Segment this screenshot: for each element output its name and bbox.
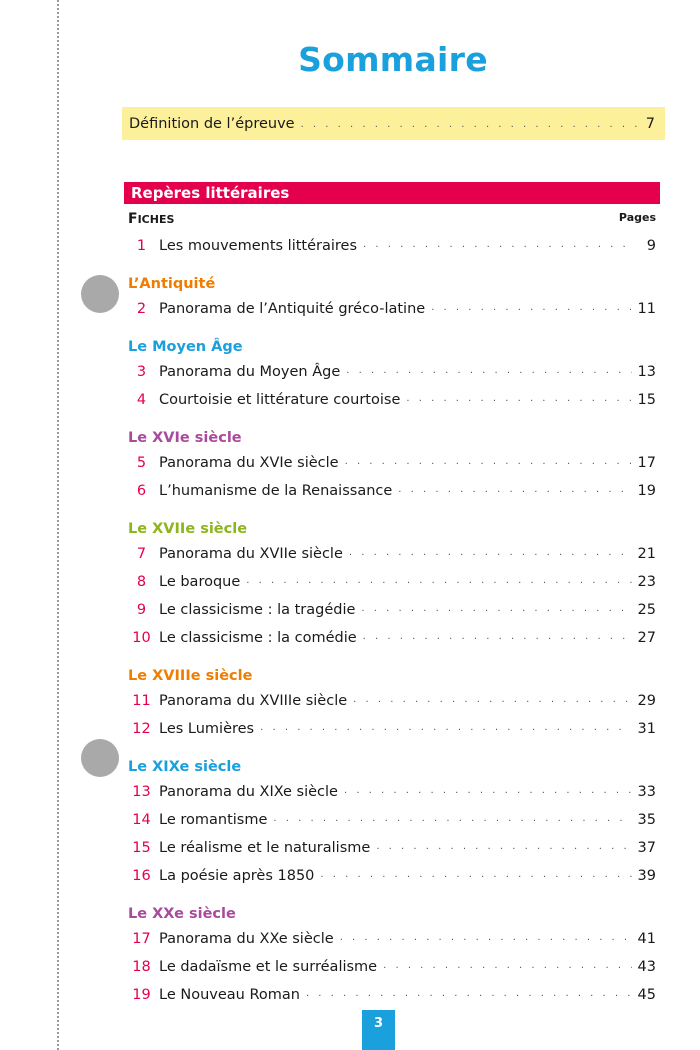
page-title: Sommaire [298, 40, 488, 79]
entry-label: Les mouvements littéraires [159, 238, 358, 254]
dot-leader [363, 631, 632, 652]
entry-label: Panorama du XVIIe siècle [159, 546, 343, 562]
entry-number: 4 [136, 392, 147, 408]
toc-entry[interactable] [124, 540, 656, 568]
toc-entry[interactable] [124, 778, 656, 806]
fiches-label: FICHES [128, 211, 175, 227]
entry-label: Le romantisme [159, 812, 268, 828]
entry-number: 12 [132, 721, 151, 737]
entry-number: 10 [132, 630, 151, 646]
definition-page: 7 [645, 115, 655, 132]
toc-list [124, 232, 656, 1009]
entry-label: Le Nouveau Roman [159, 987, 300, 1003]
dot-leader [260, 722, 631, 743]
entry-number: 15 [132, 840, 151, 856]
entry-page: 31 [637, 721, 656, 737]
dot-leader [301, 119, 640, 140]
toc-entry[interactable] [124, 295, 656, 323]
section-header: Repères littéraires [124, 182, 660, 204]
entry-label: Le réalisme et le naturalisme [159, 840, 371, 856]
entry-page: 43 [637, 959, 656, 975]
group-heading: L’Antiquité [128, 276, 216, 292]
entry-label: Les Lumières [159, 721, 255, 737]
entry-label: Panorama du Moyen Âge [159, 364, 341, 380]
entry-page: 13 [637, 364, 656, 380]
entry-label: Courtoisie et littérature courtoise [159, 392, 401, 408]
toc-entry[interactable] [124, 386, 656, 414]
entry-page: 33 [637, 784, 656, 800]
entry-label: Le dadaïsme et le surréalisme [159, 959, 378, 975]
entry-label: Le classicisme : la tragédie [159, 602, 356, 618]
entry-label: Le baroque [159, 574, 241, 590]
dot-leader [345, 456, 632, 477]
entry-label: Le classicisme : la comédie [159, 630, 357, 646]
toc-entry[interactable] [124, 358, 656, 386]
dot-leader [320, 869, 631, 890]
entry-page: 41 [637, 931, 656, 947]
dot-leader [406, 393, 631, 414]
column-headers [128, 211, 656, 227]
toc-entry[interactable] [124, 981, 656, 1009]
entry-label: Panorama de l’Antiquité gréco-latine [159, 301, 426, 317]
entry-number: 11 [132, 693, 151, 709]
toc-entry[interactable] [124, 624, 656, 652]
entry-number: 6 [136, 483, 147, 499]
group-heading: Le XVIe siècle [128, 430, 242, 446]
toc-entry[interactable] [124, 449, 656, 477]
entry-page: 9 [646, 238, 656, 254]
entry-number: 17 [132, 931, 151, 947]
definition-label: Définition de l’épreuve [129, 115, 295, 132]
entry-number: 16 [132, 868, 151, 884]
dot-leader [340, 932, 632, 953]
entry-label: Panorama du XVIIIe siècle [159, 693, 348, 709]
entry-page: 19 [637, 483, 656, 499]
toc-entry[interactable] [124, 862, 656, 890]
entry-page: 35 [637, 812, 656, 828]
entry-number: 7 [136, 546, 147, 562]
dot-leader [363, 239, 634, 260]
entry-page: 37 [637, 840, 656, 856]
entry-page: 21 [637, 546, 656, 562]
entry-number: 19 [132, 987, 151, 1003]
entry-number: 5 [136, 455, 147, 471]
toc-entry[interactable] [124, 477, 656, 505]
dot-leader [273, 813, 631, 834]
toc-entry[interactable] [124, 568, 656, 596]
entry-page: 23 [637, 574, 656, 590]
entry-number: 2 [136, 301, 147, 317]
entry-page: 15 [637, 392, 656, 408]
group-heading: Le Moyen Âge [128, 339, 243, 355]
dot-leader [361, 603, 631, 624]
entry-page: 39 [637, 868, 656, 884]
dot-leader [398, 484, 631, 505]
binder-hole-top [81, 275, 119, 313]
page-number: 3 [362, 1010, 395, 1050]
entry-page: 11 [637, 301, 656, 317]
binder-hole-bottom [81, 739, 119, 777]
dot-leader [353, 694, 631, 715]
group-heading: Le XXe siècle [128, 906, 236, 922]
entry-page: 27 [637, 630, 656, 646]
entry-number: 18 [132, 959, 151, 975]
toc-entry[interactable] [124, 806, 656, 834]
dot-leader [383, 960, 631, 981]
entry-page: 25 [637, 602, 656, 618]
entry-page: 45 [637, 987, 656, 1003]
entry-number: 9 [136, 602, 147, 618]
dot-leader [431, 302, 631, 323]
entry-number: 14 [132, 812, 151, 828]
toc-entry[interactable] [124, 715, 656, 743]
dot-leader [344, 785, 632, 806]
dot-leader [349, 547, 632, 568]
group-heading: Le XVIIIe siècle [128, 668, 253, 684]
definition-entry[interactable] [122, 107, 665, 140]
toc-entry[interactable] [124, 925, 656, 953]
entry-label: La poésie après 1850 [159, 868, 315, 884]
dot-leader [246, 575, 631, 596]
entry-label: L’humanisme de la Renaissance [159, 483, 393, 499]
entry-number: 1 [136, 238, 147, 254]
toc-entry[interactable] [124, 953, 656, 981]
entry-label: Panorama du XVIe siècle [159, 455, 339, 471]
entry-page: 17 [637, 455, 656, 471]
group-heading: Le XIXe siècle [128, 759, 242, 775]
dot-leader [376, 841, 631, 862]
entry-number: 13 [132, 784, 151, 800]
entry-label: Panorama du XXe siècle [159, 931, 334, 947]
toc-entry[interactable] [124, 232, 656, 260]
group-heading: Le XVIIe siècle [128, 521, 248, 537]
entry-page: 29 [637, 693, 656, 709]
toc-entry[interactable] [124, 834, 656, 862]
toc-entry[interactable] [124, 687, 656, 715]
margin-dotted-line [57, 0, 59, 1050]
dot-leader [306, 988, 632, 1009]
dot-leader [346, 365, 631, 386]
entry-label: Panorama du XIXe siècle [159, 784, 338, 800]
pages-label: Pages [618, 211, 656, 224]
entry-number: 3 [136, 364, 147, 380]
entry-number: 8 [136, 574, 147, 590]
toc-entry[interactable] [124, 596, 656, 624]
